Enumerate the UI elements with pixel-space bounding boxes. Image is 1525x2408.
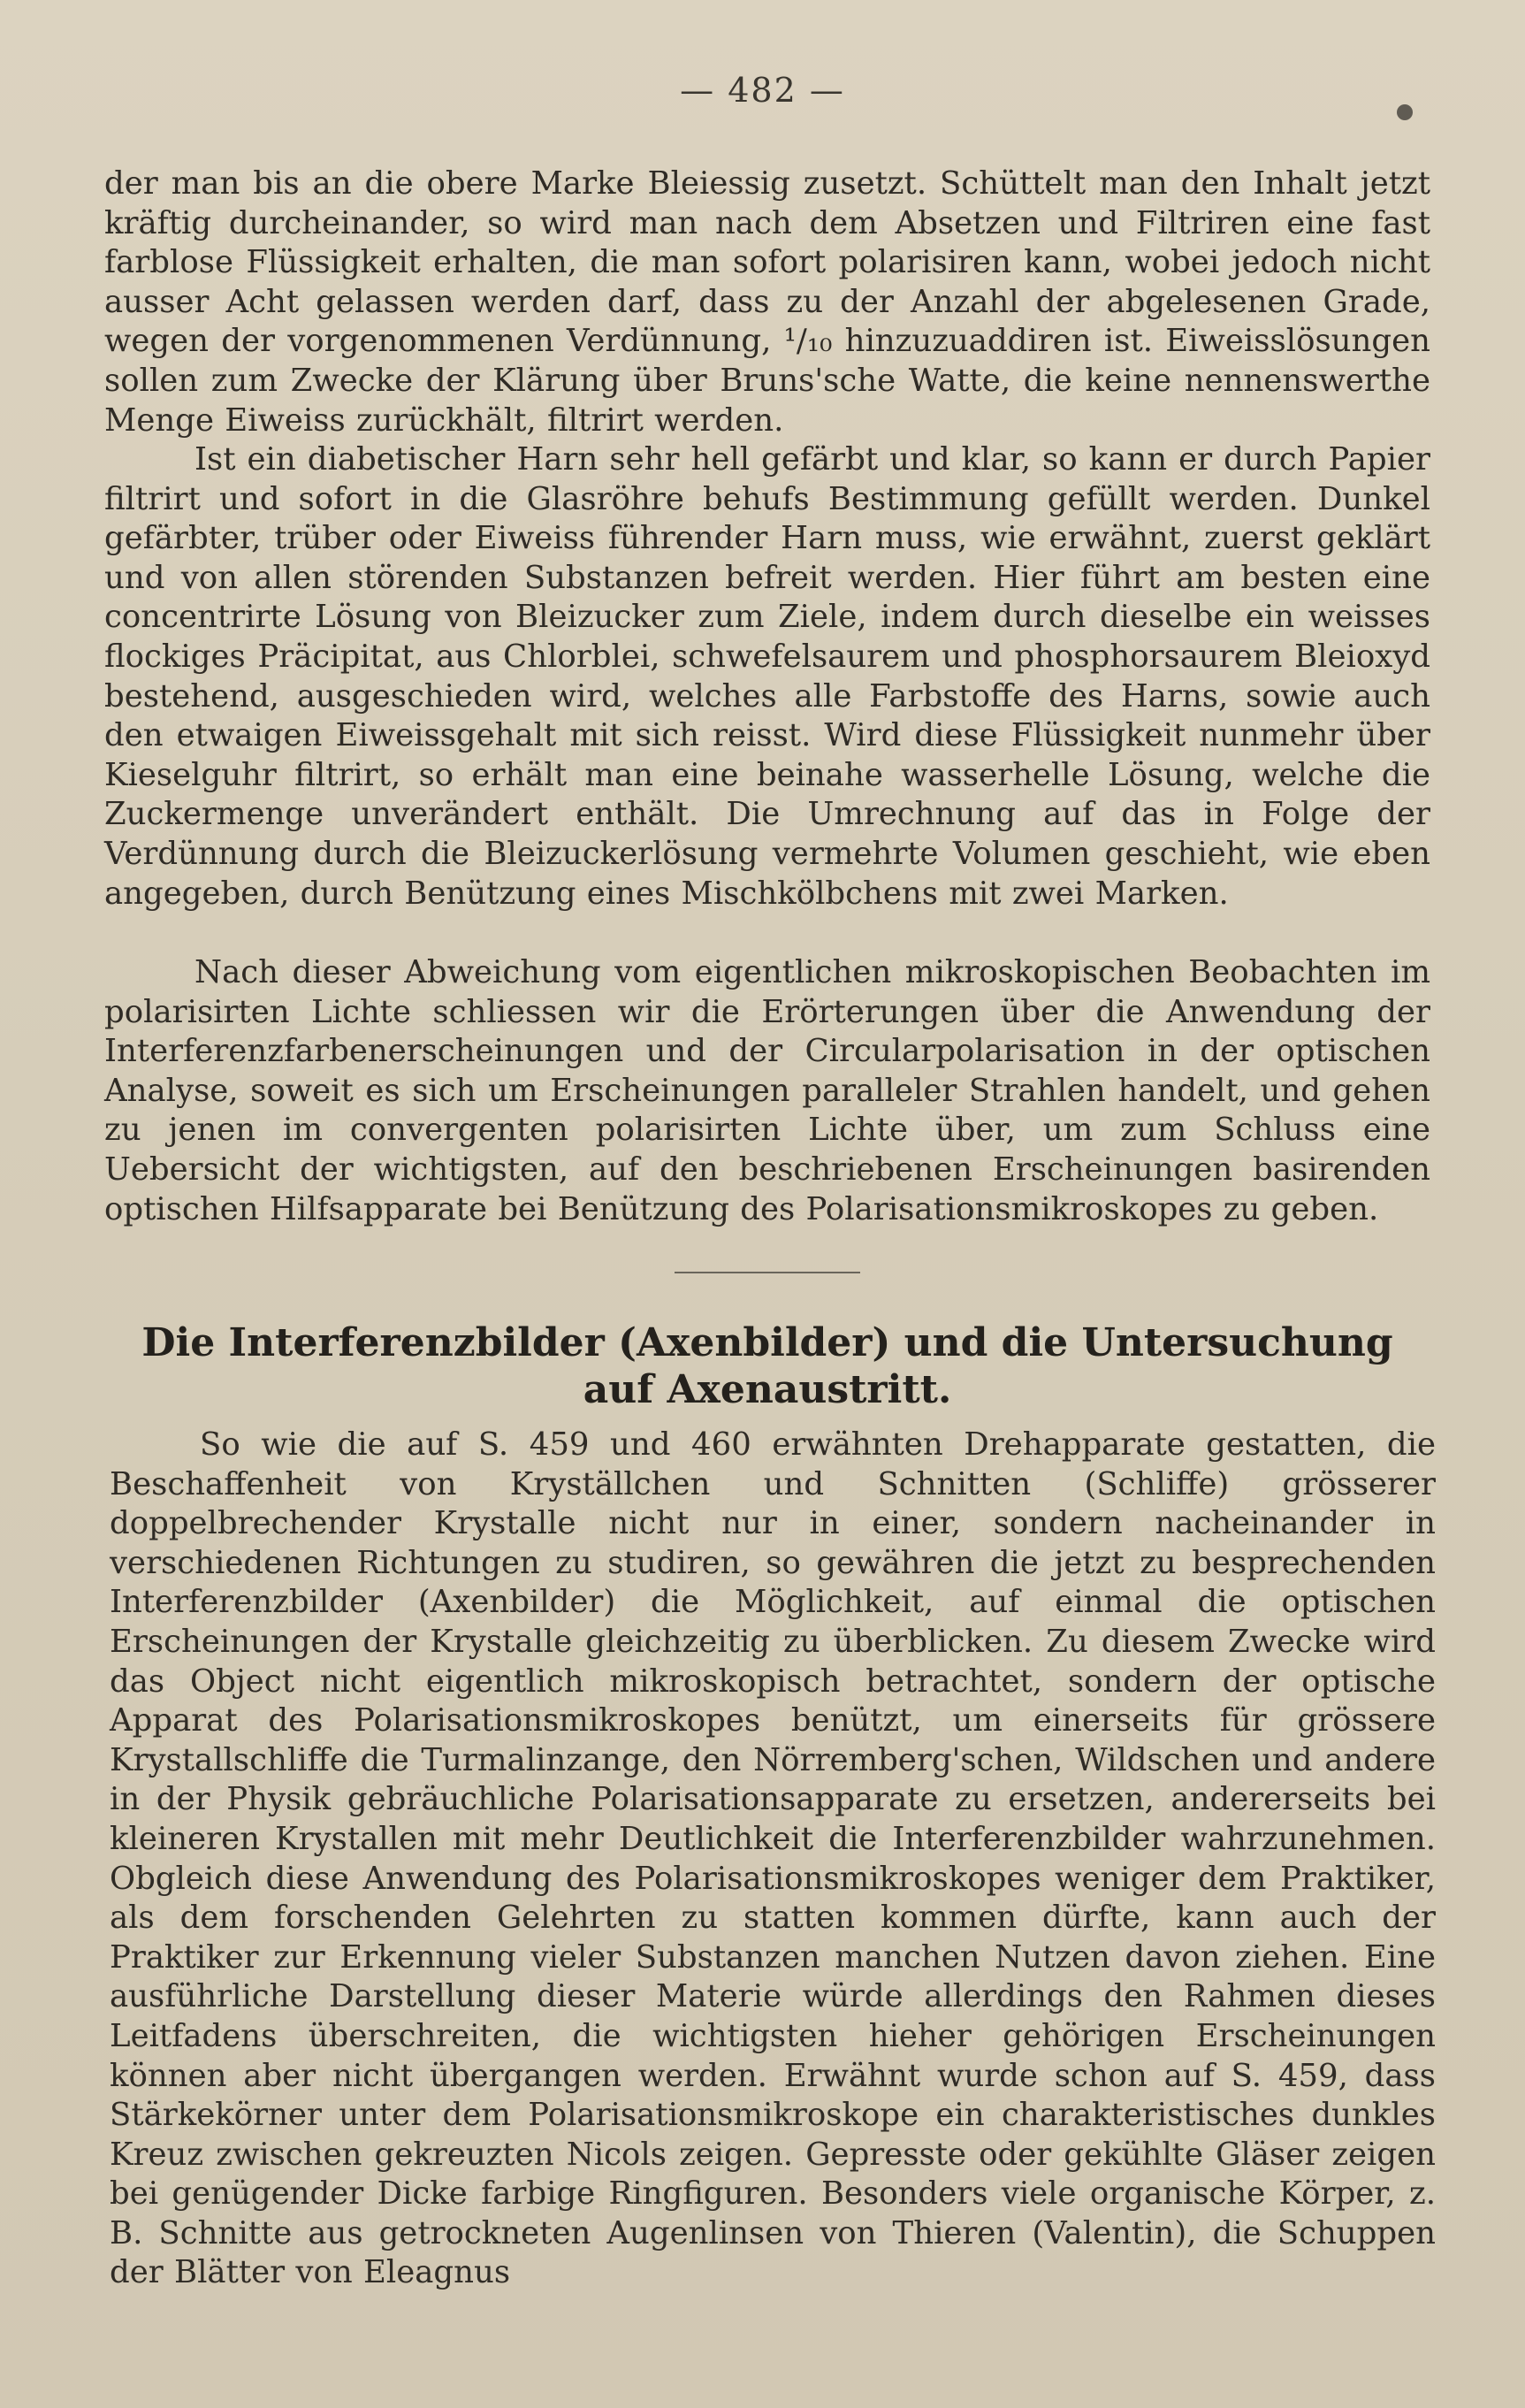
paragraph-interference-images: So wie die auf S. 459 und 460 erwähnten Drehapparate gestatten, die Beschaffenheit von Kryställchen und Schnitten (Schliffe) grösserer doppelbrechender Krystalle nicht nur in einer, sondern nacheinander in verschiedenen Richtungen zu studiren, so gewähren die jetzt zu besprechenden Interferenzbilder (Axenbilder) die Möglichkeit, auf einmal die optischen Erscheinungen der Krystalle gleichzeitig zu überblicken. Zu diesem Zwecke wird das Object nicht eigentlich mikroskopisch betrachtet, sondern der optische Apparat des Polarisationsmikroskopes benützt, um einerseits für grössere Krystallschliffe die Turmalinzange, den Nörremberg'schen, Wildschen und andere in der Physik gebräuchliche Polarisationsapparate zu ersetzen, andererseits bei kleineren Krystallen mit mehr Deutlichkeit die Interferenzbilder wahrzunehmen. Obgleich diese Anwendung des Polarisationsmikroskopes weniger dem Praktiker, als dem forschenden Gelehrten zu statten kommen dürfte, kann auch der Praktiker zur Erkennung vieler Substanzen manchen Nutzen davon ziehen. Eine ausführliche Darstellung dieser Materie würde allerdings den Rahmen dieses Leitfadens überschreiten, die wichtigsten hieher gehörigen Erscheinungen können aber nicht übergangen werden. Erwähnt wurde schon auf S. 459, dass Stärkekörner unter dem Polarisationsmikroskope ein charakteristisches dunkles Kreuz zwischen gekreuzten Nicols zeigen. Gepresste oder gekühlte Gläser zeigen bei genügender Dicke farbige Ringfiguren. Besonders viele organische Körper, z. B. Schnitte aus getrockneten Augenlinsen von Thieren (Valentin), die Schuppen der Blätter von Eleagnus xyxy=(110,1426,1436,2291)
page-number: — 482 — xyxy=(680,71,845,110)
paragraph-transition: Nach dieser Abweichung vom eigentlichen mikroskopischen Beobachten im polarisirten Lichte schliessen wir die Erörterungen über die Anwendung der Interferenzfarbenerscheinungen und der Circularpolarisation in der optischen Analyse, soweit es sich um Erscheinungen paralleler Strahlen handelt, und gehen zu jenen im convergenten polarisirten Lichte über, um zum Schluss eine Uebersicht der wichtigsten, auf den beschriebenen Erscheinungen basirenden optischen Hilfsapparate bei Benützung des Polarisationsmikroskopes zu geben. xyxy=(104,954,1430,1227)
paragraph-continuation: der man bis an die obere Marke Bleiessig zusetzt. Schüttelt man den Inhalt jetzt kräftig durcheinander, so wird man nach dem Absetzen und Filtriren eine fast farblose Flüssigkeit erhalten, die man sofort polarisiren kann, wobei jedoch nicht ausser Acht gelassen werden darf, dass zu der Anzahl der abgelesenen Grade, wegen der vorgenommenen Verdünnung, ¹/₁₀ hinzuzuaddiren ist. Eiweisslösungen sollen zum Zwecke der Klärung über Bruns'sche Watte, die keine nennenswerthe Menge Eiweiss zurückhält, filtrirt werden. xyxy=(104,165,1430,439)
section-heading: Die Interferenzbilder (Axenbilder) und die Untersuchung auf Axenaustritt. xyxy=(141,1320,1393,1412)
ink-spot xyxy=(1397,104,1413,120)
paragraph-diabetic-urine: Ist ein diabetischer Harn sehr hell gefärbt und klar, so kann er durch Papier filtrirt und sofort in die Glasröhre behufs Bestimmung gefüllt werden. Dunkel gefärbter, trüber oder Eiweiss führender Harn muss, wie erwähnt, zuerst geklärt und von allen störenden Substanzen befreit werden. Hier führt am besten eine concentrirte Lösung von Bleizucker zum Ziele, indem durch dieselbe ein weisses flockiges Präcipitat, aus Chlorblei, schwefelsaurem und phosphorsaurem Bleioxyd bestehend, ausgeschieden wird, welches alle Farbstoffe des Harns, sowie auch den etwaigen Eiweissgehalt mit sich reisst. Wird diese Flüssigkeit nunmehr über Kieselguhr filtrirt, so erhält man eine beinahe wasserhelle Lösung, welche die Zuckermenge unverändert enthält. Die Umrechnung auf das in Folge der Verdünnung durch die Bleizuckerlösung vermehrte Volumen geschieht, wie eben angegeben, durch Benützung eines Mischkölbchens mit zwei Marken. xyxy=(104,441,1430,912)
section-divider xyxy=(675,1272,860,1273)
